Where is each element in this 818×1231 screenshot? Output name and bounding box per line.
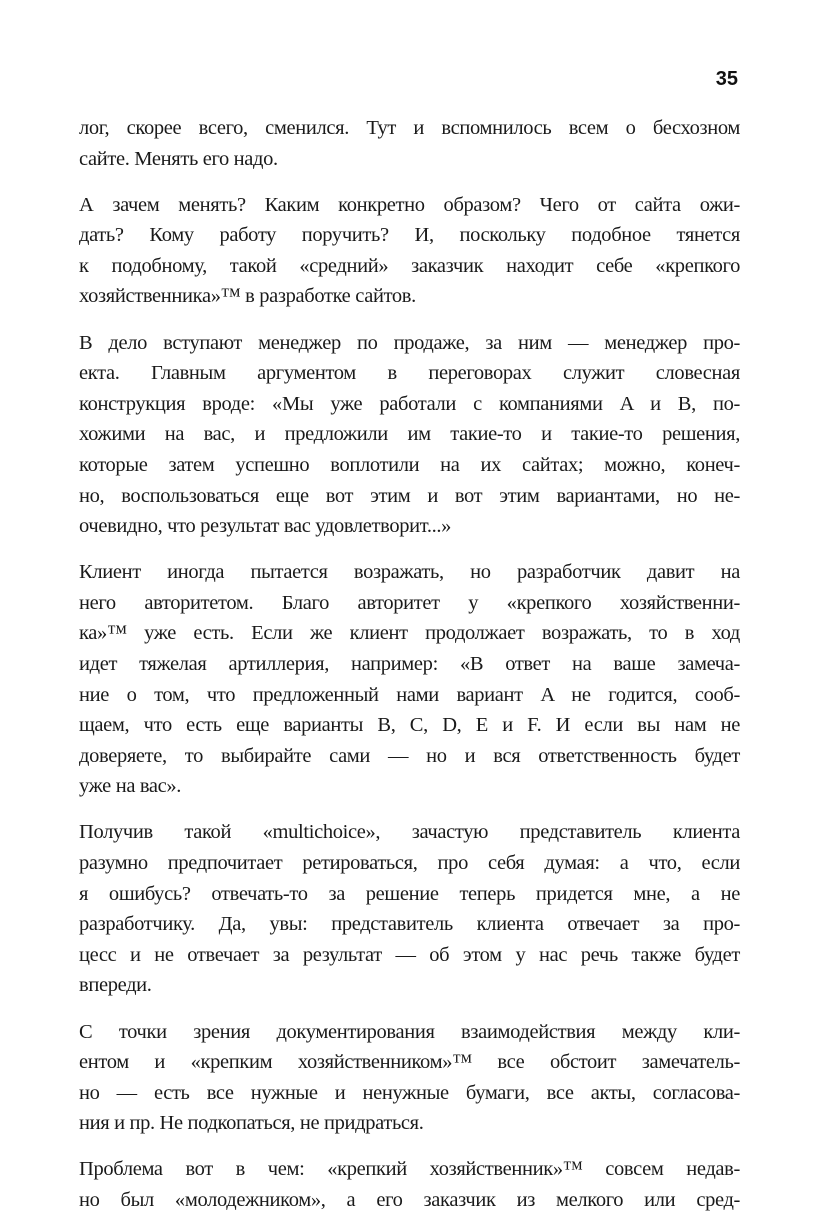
paragraph xyxy=(79,113,740,174)
text-line: к подобному, такой «средний» заказчик находит себе «крепкого xyxy=(79,254,740,277)
text-line: я ошибусь? отвечать-то за решение теперь придется мне, а не xyxy=(79,882,740,905)
text-line: уже на вас». xyxy=(79,775,182,798)
text-line: но — есть все нужные и ненужные бумаги, все акты, согласова- xyxy=(79,1081,740,1104)
paragraph xyxy=(79,1017,740,1139)
body-text xyxy=(79,113,740,1231)
text-line: Клиент иногда пытается возражать, но разработчик давит на xyxy=(79,561,740,584)
text-line: щаем, что есть еще варианты B, C, D, E и F. И если вы нам не xyxy=(79,714,740,737)
paragraph xyxy=(79,817,740,1001)
text-line: очевидно, что результат вас удовлетворит...» xyxy=(79,515,452,538)
text-line: хожими на вас, и предложили им такие-то и такие-то решения, xyxy=(79,423,740,446)
text-line: доверяете, то выбирайте сами — но и вся ответственность будет xyxy=(79,744,740,767)
text-line: ние о том, что предложенный нами вариант A не годится, сооб- xyxy=(79,683,740,706)
text-line: идет тяжелая артиллерия, например: «В ответ на ваше замеча- xyxy=(79,653,740,675)
text-line: Получив такой «multichoice», зачастую представитель клиента xyxy=(79,821,740,844)
text-line: ния и пр. Не подкопаться, не придраться. xyxy=(79,1112,424,1135)
text-line: В дело вступают менеджер по продаже, за ним — менеджер про- xyxy=(79,331,740,354)
text-line: но был «молодежником», а его заказчик из мелкого или сред- xyxy=(79,1189,740,1211)
paragraph xyxy=(79,557,740,802)
text-line: впереди. xyxy=(79,974,152,997)
text-line: разработчику. Да, увы: представитель клиента отвечает за про- xyxy=(79,913,740,936)
text-line: которые затем успешно воплотили на их сайтах; можно, конеч- xyxy=(79,453,740,476)
text-line: Проблема вот в чем: «крепкий хозяйственник»™ совсем недав- xyxy=(79,1158,740,1181)
text-line: сайте. Менять его надо. xyxy=(79,147,278,170)
text-line: хозяйственника»™ в разработке сайтов. xyxy=(79,285,416,308)
paragraph xyxy=(79,328,740,542)
text-line: С точки зрения документирования взаимодействия между кли- xyxy=(79,1020,740,1043)
text-line: дать? Кому работу поручить? И, поскольку подобное тянется xyxy=(79,224,740,247)
text-line: него авторитетом. Благо авторитет у «крепкого хозяйственни- xyxy=(79,591,740,614)
text-line: ка»™ уже есть. Если же клиент продолжает возражать, то в ход xyxy=(79,622,740,645)
text-line: ентом и «крепким хозяйственником»™ все обстоит замечатель- xyxy=(79,1051,740,1074)
text-line: но, воспользоваться еще вот этим и вот этим вариантами, но не- xyxy=(79,484,740,507)
paragraph xyxy=(79,1154,740,1215)
paragraph xyxy=(79,190,740,312)
text-line: екта. Главным аргументом в переговорах служит словесная xyxy=(79,362,740,385)
text-line: А зачем менять? Каким конкретно образом? Чего от сайта ожи- xyxy=(79,193,740,216)
text-line: цесс и не отвечает за результат — об этом у нас речь также будет xyxy=(79,943,740,966)
text-line: лог, скорее всего, сменился. Тут и вспомнилось всем о бесхозном xyxy=(79,117,740,139)
text-line: конструкция вроде: «Мы уже работали с компаниями A и B, по- xyxy=(79,392,740,415)
text-line: разумно предпочитает ретироваться, про себя думая: а что, если xyxy=(79,852,740,875)
page-number: 35 xyxy=(715,68,738,90)
